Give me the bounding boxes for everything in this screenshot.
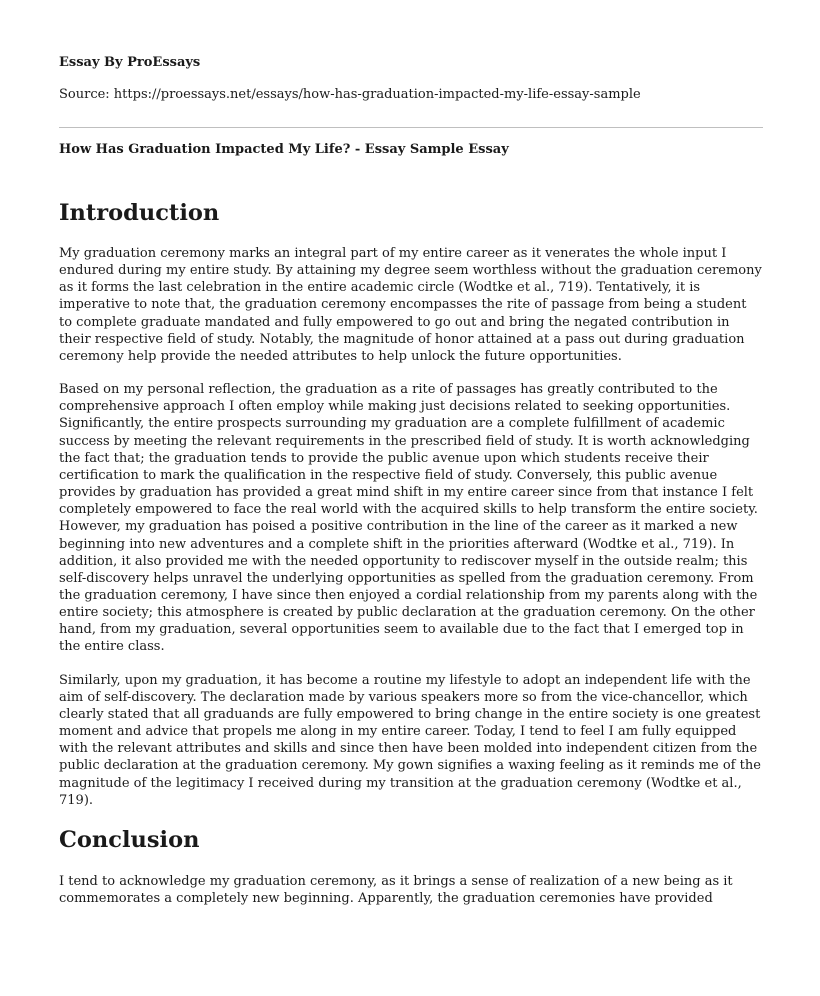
essay-body xyxy=(59,198,763,923)
header-divider xyxy=(59,127,763,128)
paragraph: I tend to acknowledge my graduation ceremony, as it brings a sense of realization of a new being as it commemorates a completely new beginning. Apparently, the graduation ceremonies have provided xyxy=(59,873,733,906)
paragraph: My graduation ceremony marks an integral part of my entire career as it venerates the whole input I endured during my entire study. By attaining my degree seem worthless without the graduation ceremony as it forms the last celebration in the entire academic circle (Wodtke et al., 719). Tentatively, it is imperative to note that, the graduation ceremony encompasses the rite of passage from being a student to complete graduate mandated and fully empowered to go out and bring the negated contribution in their respective field of study. Notably, the magnitude of honor attained at a pass out during graduation ceremony help provide the needed attributes to help unlock the future opportunities. xyxy=(59,246,762,364)
source-line: Source: https://proessays.net/essays/how-has-graduation-impacted-my-life-essay-sample xyxy=(59,87,641,102)
brand-label: Essay By ProEssays xyxy=(59,55,201,70)
paragraph: Based on my personal reflection, the graduation as a rite of passages has greatly contributed to the comprehensive approach I often employ while making just decisions related to seeking opportunities. Significantly, the entire prospects surrounding my graduation are a complete fulfillment of academic success by meeting the relevant requirements in the prescribed field of study. It is worth acknowledging the fact that; the graduation tends to provide the public avenue upon which students receive their certification to mark the qualification in the respective field of study. Conversely, this public avenue provides by graduation has provided a great mind shift in my entire career since from that instance I felt completely empowered to face the real world with the acquired skills to help transform the entire society. However, my graduation has poised a positive contribution in the line of the career as it marked a new beginning into new adventures and a complete shift in the priorities afterward (Wodtke et al., 719). In addition, it also provided me with the needed opportunity to rediscover myself in the outside realm; this self-discovery helps unravel the underlying opportunities as spelled from the graduation ceremony. From the graduation ceremony, I have since then enjoyed a cordial relationship from my parents along with the entire society; this atmosphere is created by public declaration at the graduation ceremony. On the other hand, from my graduation, several opportunities seem to available due to the fact that I emerged top in the entire class. xyxy=(59,382,758,655)
document-title: How Has Graduation Impacted My Life? - Essay Sample Essay xyxy=(59,142,509,157)
section-heading-conclusion: Conclusion xyxy=(59,826,200,853)
section-heading-introduction: Introduction xyxy=(59,200,220,226)
paragraph: Similarly, upon my graduation, it has become a routine my lifestyle to adopt an independent life with the aim of self-discovery. The declaration made by various speakers more so from the vice-chancellor, which clearly stated that all graduands are fully empowered to bring change in the entire society is one greatest moment and advice that propels me along in my entire career. Today, I tend to feel I am fully equipped with the relevant attributes and skills and since then have been molded into independent citizen from the public declaration at the graduation ceremony. My gown signifies a waxing feeling as it reminds me of the magnitude of the legitimacy I received during my transition at the graduation ceremony (Wodtke et al., 719). xyxy=(59,672,761,808)
